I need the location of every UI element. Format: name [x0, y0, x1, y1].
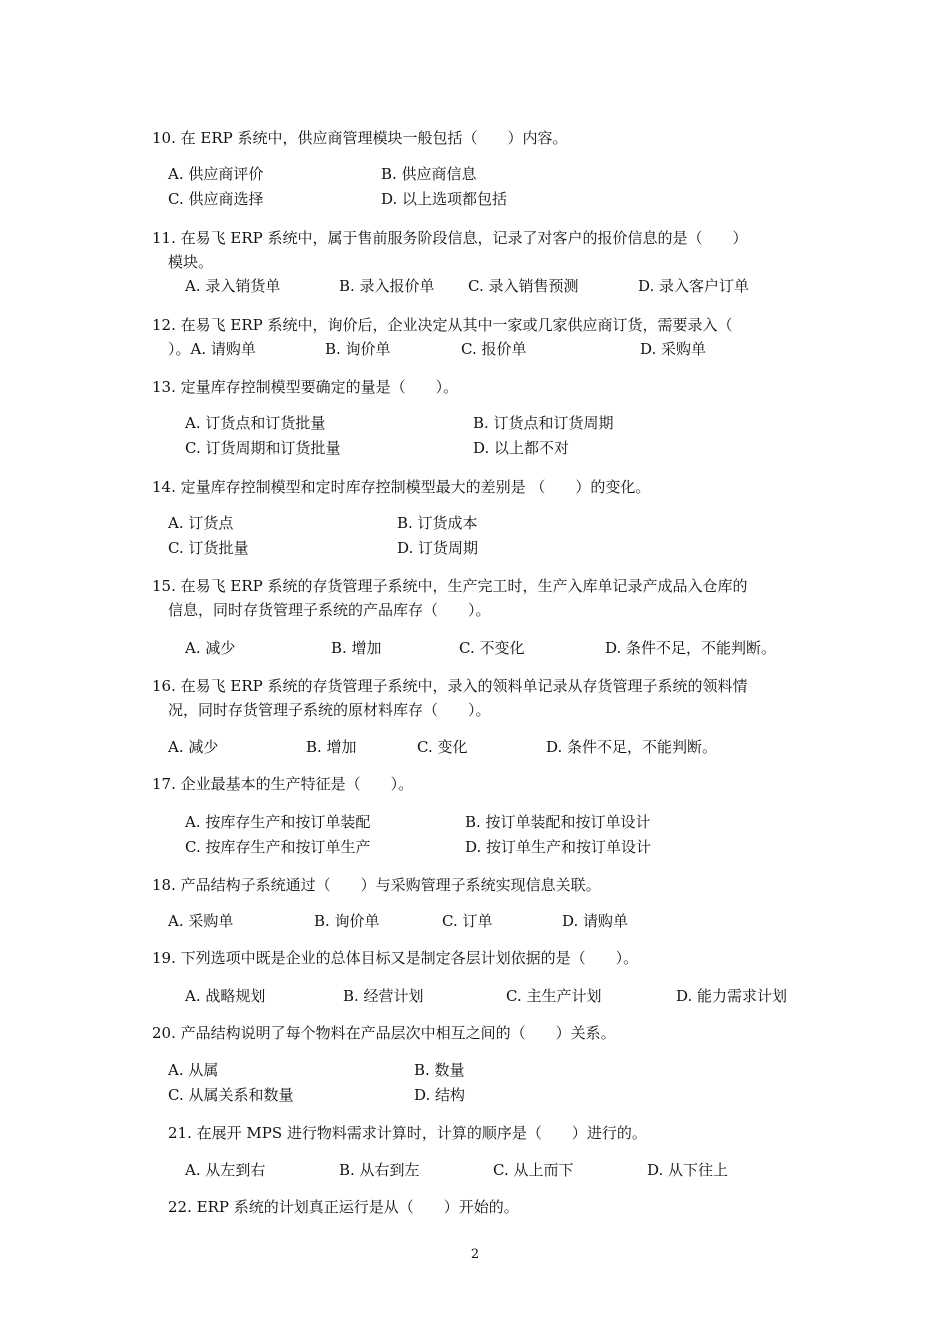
question-20-stem: 20. 产品结构说明了每个物料在产品层次中相互之间的（ ）关系。 [152, 1024, 616, 1042]
question-15-stem-cont: 信息，同时存货管理子系统的产品库存（ ）。 [168, 601, 491, 619]
question-10-option-d: D. 以上选项都包括 [381, 190, 508, 208]
question-21-option-a: A. 从左到右 [185, 1161, 266, 1179]
question-20-option-b: B. 数量 [414, 1061, 465, 1079]
page-number: 2 [470, 1247, 480, 1262]
question-16-stem: 16. 在易飞 ERP 系统的存货管理子系统中，录入的领料单记录从存货管理子系统的领料情 [152, 677, 748, 695]
question-14-option-b: B. 订货成本 [397, 514, 478, 532]
question-13-stem: 13. 定量库存控制模型要确定的量是（ ）。 [152, 378, 459, 396]
question-19-option-a: A. 战略规划 [185, 987, 266, 1005]
question-20-option-a: A. 从属 [168, 1061, 219, 1079]
question-17-stem: 17. 企业最基本的生产特征是（ ）。 [152, 775, 414, 793]
question-18-option-d: D. 请购单 [562, 912, 629, 930]
question-15-option-c: C. 不变化 [459, 639, 525, 657]
question-11-stem-cont: 模块。 [168, 253, 214, 271]
question-13-option-d: D. 以上都不对 [473, 439, 570, 457]
question-18-option-c: C. 订单 [442, 912, 493, 930]
question-22-stem: 22. ERP 系统的计划真正运行是从（ ）开始的。 [168, 1198, 519, 1216]
question-13-option-a: A. 订货点和订货批量 [185, 414, 326, 432]
question-21-option-d: D. 从下往上 [647, 1161, 729, 1179]
question-15-option-a: A. 减少 [185, 639, 236, 657]
question-17-option-a: A. 按库存生产和按订单装配 [185, 813, 371, 831]
question-11-option-b: B. 录入报价单 [339, 277, 435, 295]
question-18-stem: 18. 产品结构子系统通过（ ）与采购管理子系统实现信息关联。 [152, 876, 601, 894]
question-20-option-c: C. 从属关系和数量 [168, 1086, 294, 1104]
question-18-option-b: B. 询价单 [314, 912, 380, 930]
question-12-option-a: ）。A. 请购单 [168, 340, 256, 358]
question-10-option-c: C. 供应商选择 [168, 190, 264, 208]
question-19-option-b: B. 经营计划 [343, 987, 424, 1005]
question-17-option-b: B. 按订单装配和按订单设计 [465, 813, 651, 831]
question-16-stem-cont: 况，同时存货管理子系统的原材料库存（ ）。 [168, 701, 491, 719]
question-14-option-c: C. 订货批量 [168, 539, 249, 557]
question-12-option-d: D. 采购单 [640, 340, 707, 358]
question-19-option-d: D. 能力需求计划 [676, 987, 788, 1005]
question-12-stem: 12. 在易飞 ERP 系统中，询价后，企业决定从其中一家或几家供应商订货，需要录入（ [152, 316, 733, 334]
question-13-option-b: B. 订货点和订货周期 [473, 414, 614, 432]
question-10-option-a: A. 供应商评价 [168, 165, 264, 183]
question-10-option-b: B. 供应商信息 [381, 165, 477, 183]
question-16-option-b: B. 增加 [306, 738, 357, 756]
question-16-option-c: C. 变化 [417, 738, 468, 756]
question-19-stem: 19. 下列选项中既是企业的总体目标又是制定各层计划依据的是（ ）。 [152, 949, 639, 967]
question-21-option-c: C. 从上而下 [493, 1161, 574, 1179]
question-16-option-a: A. 减少 [168, 738, 219, 756]
question-17-option-c: C. 按库存生产和按订单生产 [185, 838, 371, 856]
question-15-option-b: B. 增加 [331, 639, 382, 657]
question-17-option-d: D. 按订单生产和按订单设计 [465, 838, 652, 856]
question-15-option-d: D. 条件不足，不能判断。 [605, 639, 777, 657]
question-11-option-d: D. 录入客户订单 [638, 277, 750, 295]
question-11-option-c: C. 录入销售预测 [468, 277, 579, 295]
question-11-stem: 11. 在易飞 ERP 系统中，属于售前服务阶段信息，记录了对客户的报价信息的是（ ） [152, 229, 748, 247]
question-11-option-a: A. 录入销货单 [185, 277, 281, 295]
question-10-stem: 10. 在 ERP 系统中，供应商管理模块一般包括（ ）内容。 [152, 129, 568, 147]
question-21-option-b: B. 从右到左 [339, 1161, 420, 1179]
question-14-stem: 14. 定量库存控制模型和定时库存控制模型最大的差别是 （ ）的变化。 [152, 478, 651, 496]
question-13-option-c: C. 订货周期和订货批量 [185, 439, 341, 457]
question-21-stem: 21. 在展开 MPS 进行物料需求计算时，计算的顺序是（ ）进行的。 [168, 1124, 647, 1142]
question-12-option-c: C. 报价单 [461, 340, 527, 358]
question-12-option-b: B. 询价单 [325, 340, 391, 358]
question-14-option-d: D. 订货周期 [397, 539, 479, 557]
question-19-option-c: C. 主生产计划 [506, 987, 602, 1005]
question-18-option-a: A. 采购单 [168, 912, 234, 930]
question-15-stem: 15. 在易飞 ERP 系统的存货管理子系统中，生产完工时，生产入库单记录产成品入仓库的 [152, 577, 748, 595]
question-14-option-a: A. 订货点 [168, 514, 234, 532]
question-16-option-d: D. 条件不足，不能判断。 [546, 738, 718, 756]
question-20-option-d: D. 结构 [414, 1086, 466, 1104]
